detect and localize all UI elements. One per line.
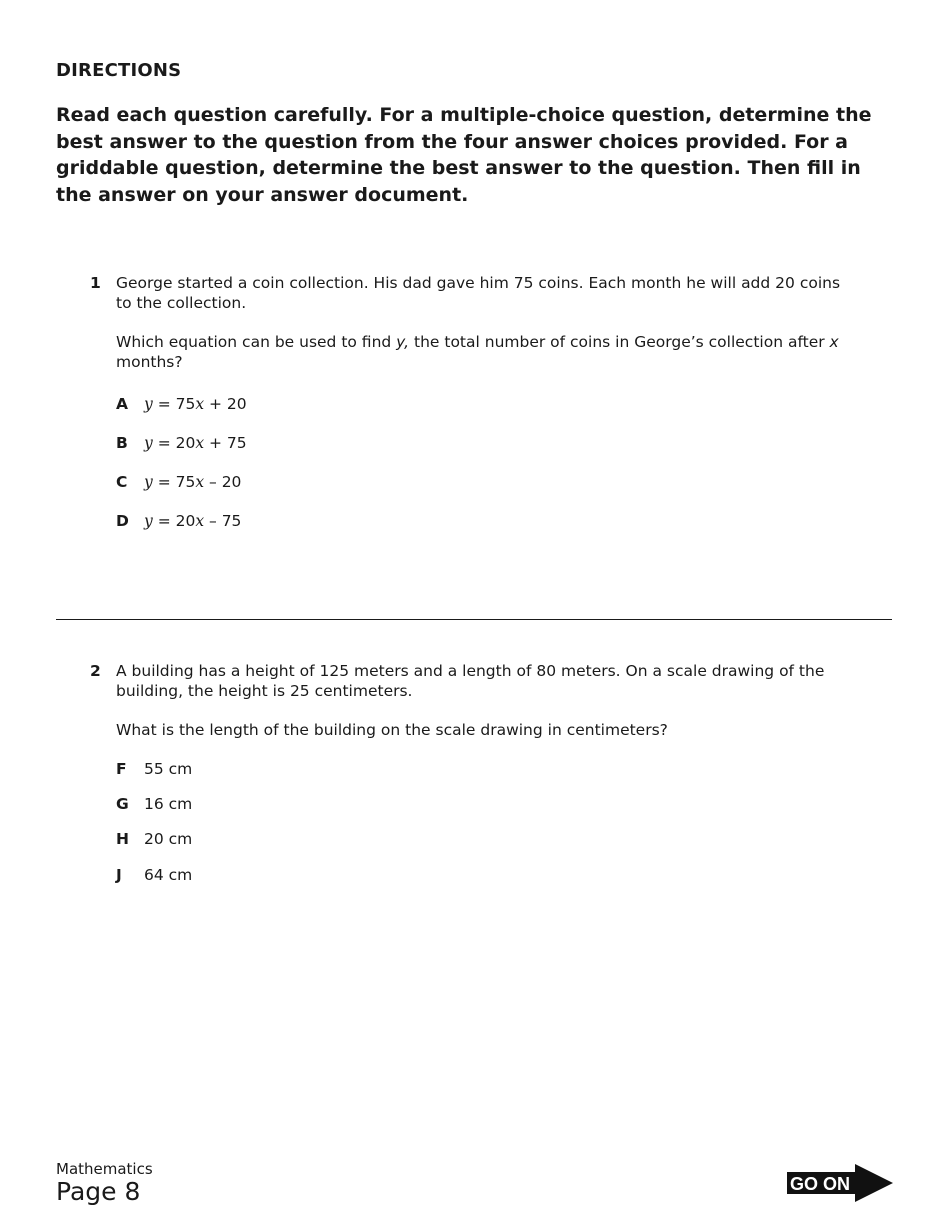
choice-text: y = 75x – 20 bbox=[144, 473, 242, 491]
choice-text: y = 20x + 75 bbox=[144, 434, 247, 452]
answer-choice-a[interactable] bbox=[116, 394, 856, 414]
choice-text: 55 cm bbox=[144, 760, 193, 778]
answer-choice-b[interactable] bbox=[116, 433, 856, 453]
question-prompt: What is the length of the building on the scale drawing in centimeters? bbox=[116, 721, 668, 739]
question-number: 2 bbox=[90, 662, 101, 680]
choice-text: y = 75x + 20 bbox=[144, 395, 247, 413]
answer-choice-d[interactable] bbox=[116, 511, 856, 531]
question-prompt: Which equation can be used to find y, the total number of coins in George’s collection after x months? bbox=[116, 333, 839, 371]
answer-choice-f[interactable] bbox=[116, 759, 856, 779]
answer-choice-g[interactable] bbox=[116, 794, 856, 814]
question-stem: George started a coin collection. His dad gave him 75 coins. Each month he will add 20 coins to the collection. bbox=[116, 274, 841, 312]
directions-heading: DIRECTIONS bbox=[56, 60, 182, 81]
question-1 bbox=[56, 273, 892, 531]
choice-text: y = 20x – 75 bbox=[144, 512, 242, 530]
choice-text: 16 cm bbox=[144, 795, 193, 813]
choice-letter: C bbox=[116, 473, 128, 491]
choice-letter: A bbox=[116, 395, 128, 413]
choice-letter: D bbox=[116, 512, 129, 530]
choice-letter: G bbox=[116, 795, 129, 813]
choice-letter: J bbox=[116, 866, 122, 884]
choice-text: 64 cm bbox=[144, 866, 193, 884]
directions-text: Read each question carefully. For a multiple-choice question, determine the best answer to the question from the four answer choices provided. For a griddable question, determine the best answer to the question. Then fill in the answer on your answer document. bbox=[56, 104, 872, 206]
question-number: 1 bbox=[90, 274, 101, 292]
question-stem: A building has a height of 125 meters and a length of 80 meters. On a scale drawing of the building, the height is 25 centimeters. bbox=[116, 662, 825, 700]
answer-choice-h[interactable] bbox=[116, 829, 856, 849]
answer-choice-c[interactable] bbox=[116, 472, 856, 492]
page-number: Page 8 bbox=[56, 1177, 141, 1206]
question-2 bbox=[56, 661, 892, 885]
section-divider bbox=[56, 619, 892, 620]
choice-text: 20 cm bbox=[144, 830, 193, 848]
go-on-arrow-icon bbox=[787, 1164, 893, 1202]
go-on-label: GO ON bbox=[790, 1174, 851, 1194]
choice-letter: F bbox=[116, 760, 127, 778]
choice-letter: B bbox=[116, 434, 128, 452]
footer-subject: Mathematics bbox=[56, 1160, 153, 1178]
choice-letter: H bbox=[116, 830, 129, 848]
answer-choice-j[interactable] bbox=[116, 865, 856, 885]
